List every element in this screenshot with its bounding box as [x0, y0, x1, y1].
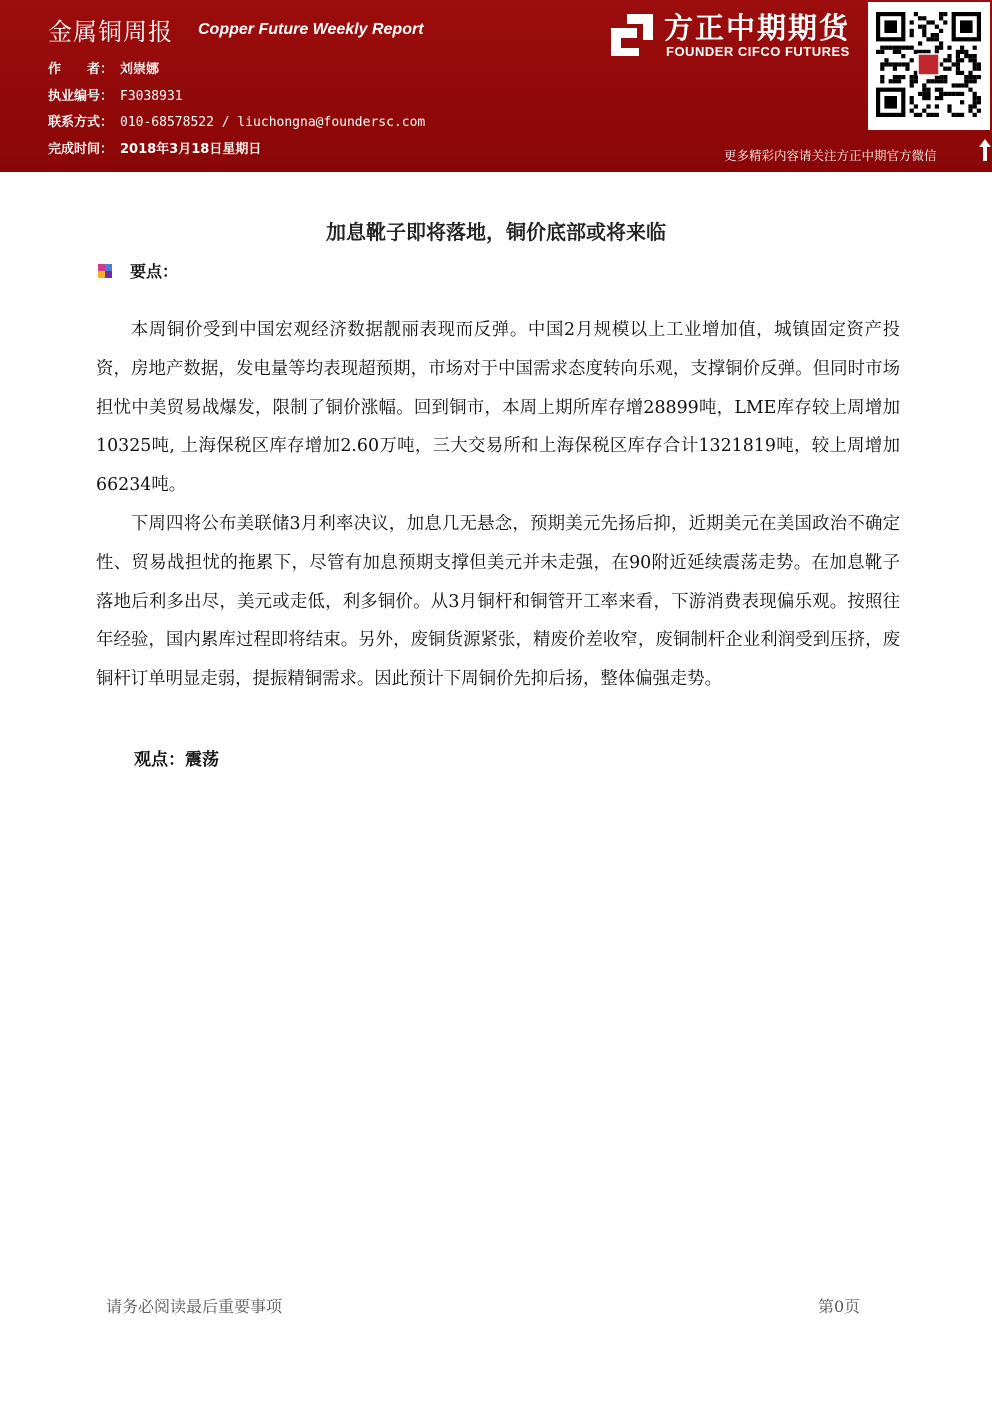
company-name-en: FOUNDER CIFCO FUTURES: [666, 44, 850, 59]
document-title: 加息靴子即将落地，铜价底部或将来临: [326, 220, 666, 244]
meta-author-value: 刘崇娜: [120, 62, 160, 77]
page-number: 第0页: [818, 1297, 861, 1316]
paragraph-1: 本周铜价受到中国宏观经济数据靓丽表现而反弹。中国2月规模以上工业增加值，城镇固定资产投资，房地产数据，发电量等均表现超预期，市场对于中国需求态度转向乐观，支撑铜价反弹。但同时市场担忧中美贸易战爆发，限制了铜价涨幅。回到铜市，本周上期所库存增28899吨，LME库存较上周增加10325吨, 上海保税区库存增加2.60万吨，三大交易所和上海保税区库存合计1321819吨，较上周增加66234吨。: [96, 320, 900, 496]
meta-date-value: 2018年3月18日星期日: [120, 142, 262, 157]
report-header: [0, 0, 992, 172]
report-subtitle: Copper Future Weekly Report: [198, 21, 424, 38]
meta-author-label: 作 者：: [48, 62, 114, 77]
bullet-icon: [96, 262, 114, 280]
qr-code-icon: [868, 2, 990, 130]
report-title: 金属铜周报: [48, 18, 173, 46]
arrow-up-icon: [978, 138, 992, 162]
meta-date: [48, 138, 261, 157]
founder-logo-icon: [609, 12, 655, 58]
company-name-cn: 方正中期期货: [664, 11, 851, 45]
meta-license: [48, 85, 183, 104]
meta-contact-label: 联系方式：: [48, 115, 114, 130]
meta-author: [48, 58, 159, 77]
paragraph-2: 下周四将公布美联储3月利率决议，加息几无悬念，预期美元先扬后抑，近期美元在美国政治不确定性、贸易战担忧的拖累下，尽管有加息预期支撑但美元并未走强，在90附近延续震荡走势。在加息靴子落地后利多出尽，美元或走低，利多铜价。从3月铜杆和铜管开工率来看，下游消费表现偏乐观。按照往年经验，国内累库过程即将结束。另外，废铜货源紧张，精废价差收窄，废铜制杆企业利润受到压挤，废铜杆订单明显走弱，提振精铜需求。因此预计下周铜价先抑后扬，整体偏强走势。: [96, 514, 900, 690]
wechat-qr-code: [868, 2, 990, 130]
meta-license-value: F3038931: [120, 89, 183, 104]
keypoints-label: 要点：: [130, 262, 179, 281]
meta-license-label: 执业编号：: [48, 89, 114, 104]
keypoints-heading: [96, 259, 178, 282]
meta-contact-value: 010-68578522 / liuchongna@foundersc.com: [120, 115, 426, 130]
meta-date-label: 完成时间：: [48, 142, 114, 157]
wechat-hint: 更多精彩内容请关注方正中期官方微信: [724, 148, 937, 163]
meta-contact: [48, 111, 425, 130]
view-conclusion: 观点：震荡: [134, 750, 219, 770]
footer-notice: 请务必阅读最后重要事项: [106, 1297, 283, 1316]
